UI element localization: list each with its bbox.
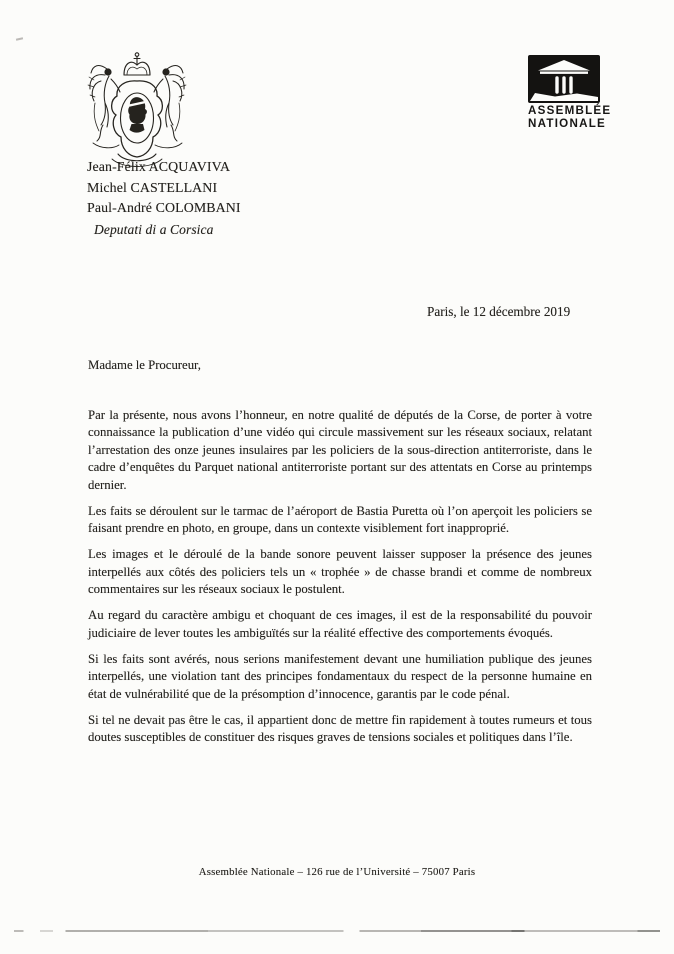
sender-name-3: Paul-André COLOMBANI [87, 201, 241, 217]
footer-address: Assemblée Nationale – 126 rue de l’Université – 75007 Paris [198, 866, 476, 878]
assemblee-nationale-logo [528, 55, 638, 130]
corsican-coat-of-arms [84, 50, 190, 172]
sender-name-2: Michel CASTELLANI [87, 180, 218, 196]
paragraph-1: Par la présente, nous avons l’honneur, en notre qualité de députés de la Corse, de porter à votre connaissance la publication d’une vidéo qui circule massivement sur les réseaux sociaux, relatant l’arrestation des onze jeunes insulaires par les policiers de la sous-direction antiterroriste, dans le cadre d’enquêtes du Parquet national antiterroriste portant sur des attentats en Corse au printemps dernier. [88, 407, 592, 492]
crest-graphic [84, 50, 190, 172]
sender-role: Deputati di a Corsica [94, 221, 214, 237]
paragraph-5: Si les faits sont avérés, nous serions manifestement devant une humiliation publique des jeunes interpellés, une violation tant des principes fondamentaux du respect de la personne humaine en état de vulnérabilité que de la présomption d’innocence, garantis par le code pénal. [88, 651, 592, 701]
scan-artifact-dash [16, 37, 23, 40]
logo-text-line2: NATIONALE [528, 116, 607, 130]
salutation: Madame le Procureur, [88, 358, 201, 372]
logo-text-line1: ASSEMBLÉE [528, 104, 612, 117]
right-supporter-figure [154, 66, 186, 141]
left-supporter-figure [88, 66, 120, 141]
paragraph-6: Si tel ne devait pas être le cas, il appartient donc de mettre fin rapidement à toutes rumeurs et tous doutes susceptibles de constituer des risques graves de tensions sociales et politiques dans l’île. [88, 712, 592, 744]
paragraph-3: Les images et le déroulé de la bande sonore peuvent laisser supposer la présence des jeunes interpellés aux côtés des policiers tels un « trophée » de chasse brandi et comme de nombreux commentaires sur les réseaux sociaux le postulent. [88, 547, 592, 596]
assemblee-nationale-emblem [528, 55, 600, 103]
scan-artifact-line [14, 930, 660, 932]
sender-block [87, 158, 241, 240]
dateline: Paris, le 12 décembre 2019 [427, 304, 571, 319]
paragraph-4: Au regard du caractère ambigu et choquant de ces images, il est de la responsabilité du pouvoir judiciaire de lever toutes les ambiguïtés sur la réalité effective des comportements évoqués. [88, 608, 592, 640]
letter-body [88, 357, 592, 755]
sender-name-1: Jean-Félix ACQUAVIVA [87, 160, 231, 175]
paragraph-2: Les faits se déroulent sur le tarmac de l’aéroport de Bastia Puretta où l’on aperçoit les policiers se faisant prendre en photo, en groupe, dans un contexte visiblement fort inapproprié. [88, 503, 592, 535]
